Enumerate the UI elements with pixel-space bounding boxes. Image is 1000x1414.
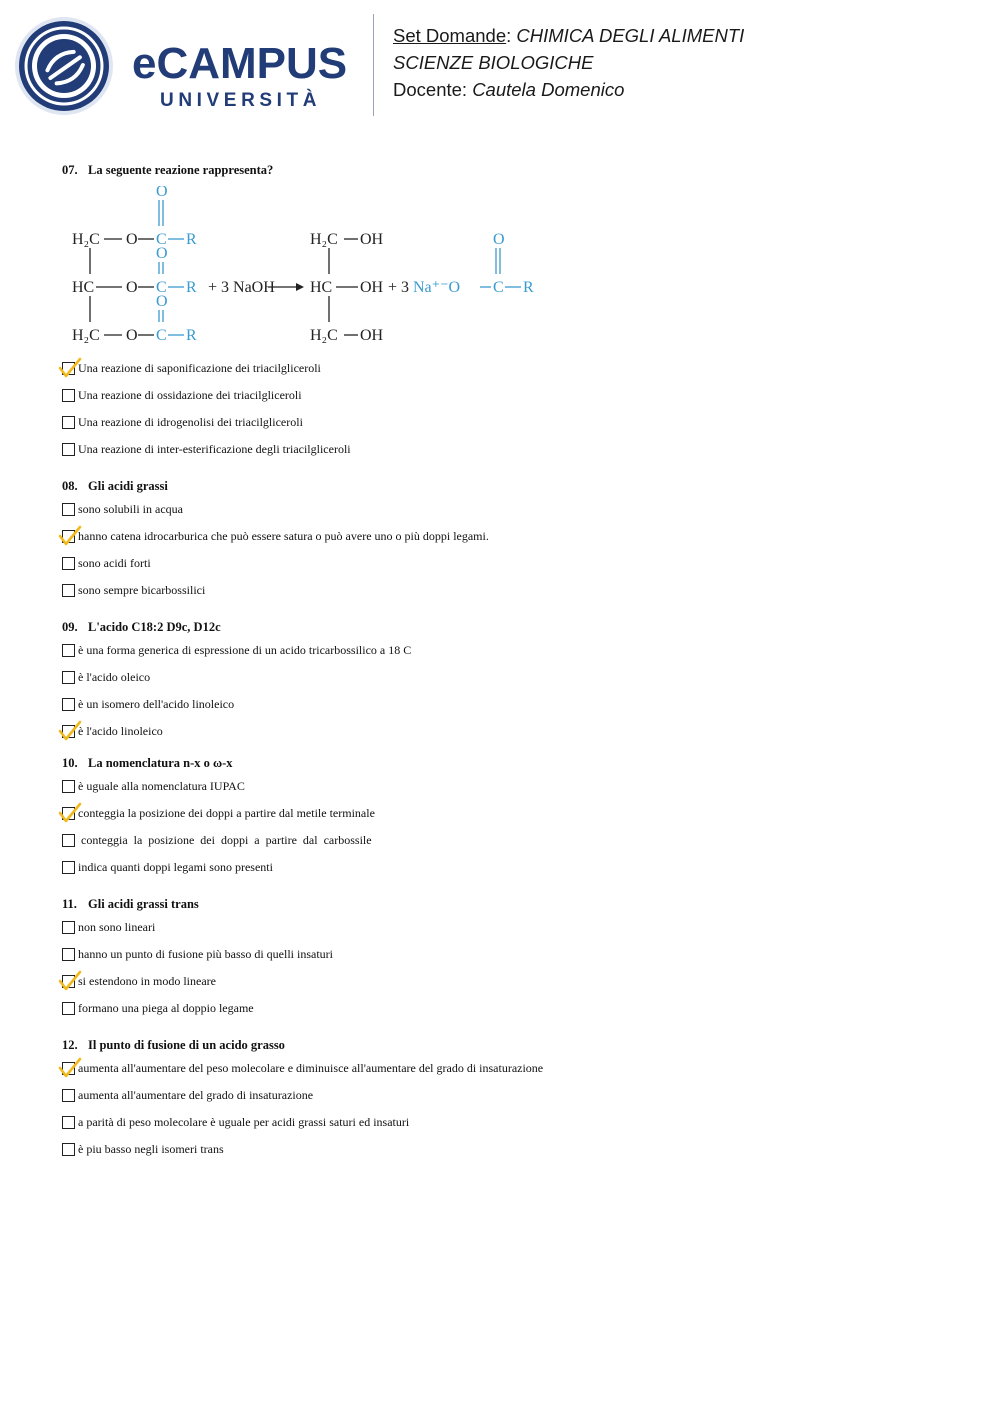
svg-text:O: O <box>126 327 138 344</box>
answer-option[interactable]: è l'acido linoleico <box>62 718 962 745</box>
course-line <box>393 49 744 76</box>
answer-checkbox[interactable] <box>62 861 75 874</box>
teacher-name: Cautela Domenico <box>472 79 625 100</box>
answer-checkbox[interactable] <box>62 443 75 456</box>
answer-option[interactable]: è piu basso negli isomeri trans <box>62 1136 962 1163</box>
answer-option[interactable]: si estendono in modo lineare <box>62 968 962 995</box>
course-name: SCIENZE BIOLOGICHE <box>393 52 594 73</box>
answer-option[interactable]: sono acidi forti <box>62 550 962 577</box>
answer-checkbox[interactable] <box>62 1002 75 1015</box>
svg-text:HC: HC <box>72 279 95 296</box>
svg-text:H₂C: H₂C <box>310 327 338 344</box>
svg-text:O: O <box>126 279 138 296</box>
question-11 <box>62 894 962 1022</box>
answer-option[interactable]: indica quanti doppi legami sono presenti <box>62 854 962 881</box>
svg-text:R: R <box>186 231 197 248</box>
answer-option[interactable]: Una reazione di inter-esterificazione degli triacilgliceroli <box>62 436 962 463</box>
logo-text: eCAMPUS <box>132 40 348 88</box>
answer-checkbox[interactable] <box>62 1116 75 1129</box>
svg-text:+ 3 NaOH: + 3 NaOH <box>208 279 275 296</box>
page-header <box>0 0 1000 130</box>
svg-text:C: C <box>156 279 167 296</box>
answer-option[interactable]: Una reazione di idrogenolisi dei triacilgliceroli <box>62 409 962 436</box>
logo-subtext: UNIVERSITÀ <box>160 90 322 111</box>
svg-text:R: R <box>186 327 197 344</box>
set-label: Set Domande <box>393 25 507 46</box>
question-12 <box>62 1035 962 1163</box>
answer-checkbox[interactable] <box>62 807 75 820</box>
svg-text:O: O <box>156 245 168 262</box>
question-title: 07. La seguente reazione rappresenta? <box>62 163 274 177</box>
svg-text:C: C <box>156 327 167 344</box>
answer-option[interactable]: hanno un punto di fusione più basso di quelli insaturi <box>62 941 962 968</box>
ecampus-seal-logo <box>14 16 114 116</box>
answer-option[interactable]: aumenta all'aumentare del peso molecolare e diminuisce all'aumentare del grado di insaturazione <box>62 1055 962 1082</box>
answer-checkbox[interactable] <box>62 389 75 402</box>
svg-text:OH: OH <box>360 279 384 296</box>
answer-option[interactable]: è un isomero dell'acido linoleico <box>62 691 962 718</box>
answer-option[interactable]: è uguale alla nomenclatura IUPAC <box>62 773 962 800</box>
question-09 <box>62 617 962 745</box>
question-title: 11. Gli acidi grassi trans <box>62 897 199 911</box>
ecampus-wordmark <box>132 40 362 115</box>
question-list <box>62 160 962 1163</box>
answer-checkbox[interactable] <box>62 780 75 793</box>
answer-checkbox[interactable] <box>62 530 75 543</box>
set-line: Set Domande: CHIMICA DEGLI ALIMENTI <box>393 25 745 46</box>
answer-option[interactable]: hanno catena idrocarburica che può essere satura o può avere uno o più doppi legami. <box>62 523 962 550</box>
answer-checkbox[interactable] <box>62 503 75 516</box>
svg-text:H₂C: H₂C <box>310 231 338 248</box>
answer-option[interactable]: aumenta all'aumentare del grado di insaturazione <box>62 1082 962 1109</box>
question-title: 10. La nomenclatura n-x o ω-x <box>62 756 233 770</box>
course-info <box>393 22 744 103</box>
answer-option[interactable]: formano una piega al doppio legame <box>62 995 962 1022</box>
header-divider <box>373 14 374 116</box>
svg-text:HC: HC <box>310 279 333 296</box>
answer-option[interactable]: Una reazione di ossidazione dei triacilgliceroli <box>62 382 962 409</box>
svg-text:O: O <box>126 231 138 248</box>
answer-option[interactable]: conteggia la posizione dei doppi a partire dal metile terminale <box>62 800 962 827</box>
answer-checkbox[interactable] <box>62 1089 75 1102</box>
answer-option[interactable]: sono sempre bicarbossilici <box>62 577 962 604</box>
answer-checkbox[interactable] <box>62 948 75 961</box>
answer-checkbox[interactable] <box>62 834 75 847</box>
answer-checkbox[interactable] <box>62 1062 75 1075</box>
answer-option[interactable]: sono solubili in acqua <box>62 496 962 523</box>
svg-text:H₂C: H₂C <box>72 327 100 344</box>
svg-text:R: R <box>523 279 534 296</box>
answer-checkbox[interactable] <box>62 362 75 375</box>
answer-option[interactable]: è l'acido oleico <box>62 664 962 691</box>
answer-option[interactable]: conteggia la posizione dei doppi a partire dal carbossile <box>62 827 962 854</box>
answer-checkbox[interactable] <box>62 698 75 711</box>
svg-text:+ 3: + 3 <box>388 279 410 296</box>
svg-text:OH: OH <box>360 327 384 344</box>
answer-checkbox[interactable] <box>62 671 75 684</box>
svg-text:OH: OH <box>360 231 384 248</box>
saponification-reaction-diagram <box>70 186 550 346</box>
question-08 <box>62 476 962 604</box>
answer-checkbox[interactable] <box>62 1143 75 1156</box>
answer-option[interactable]: è una forma generica di espressione di un acido tricarbossilico a 18 C <box>62 637 962 664</box>
answer-checkbox[interactable] <box>62 975 75 988</box>
answer-option[interactable]: a parità di peso molecolare è uguale per acidi grassi saturi ed insaturi <box>62 1109 962 1136</box>
question-07 <box>62 160 962 463</box>
answer-checkbox[interactable] <box>62 416 75 429</box>
teacher-line <box>393 76 744 103</box>
svg-text:C: C <box>156 231 167 248</box>
question-title: 09. L'acido C18:2 D9c, D12c <box>62 620 221 634</box>
question-title: 12. Il punto di fusione di un acido grasso <box>62 1038 285 1052</box>
svg-text:R: R <box>186 279 197 296</box>
answer-checkbox[interactable] <box>62 921 75 934</box>
svg-text:Na⁺⁻O: Na⁺⁻O <box>413 279 461 296</box>
question-title: 08. Gli acidi grassi <box>62 479 168 493</box>
svg-text:H₂C: H₂C <box>72 231 100 248</box>
subject: CHIMICA DEGLI ALIMENTI <box>516 25 745 46</box>
svg-text:O: O <box>156 293 168 310</box>
svg-text:C: C <box>493 279 504 296</box>
answer-checkbox[interactable] <box>62 725 75 738</box>
answer-checkbox[interactable] <box>62 584 75 597</box>
answer-option[interactable]: non sono lineari <box>62 914 962 941</box>
answer-option[interactable]: Una reazione di saponificazione dei triacilgliceroli <box>62 355 962 382</box>
answer-checkbox[interactable] <box>62 557 75 570</box>
teacher-label: Docente: <box>393 79 468 100</box>
svg-text:O: O <box>493 231 505 248</box>
svg-text:O: O <box>156 186 168 200</box>
answer-checkbox[interactable] <box>62 644 75 657</box>
question-10 <box>62 753 962 881</box>
